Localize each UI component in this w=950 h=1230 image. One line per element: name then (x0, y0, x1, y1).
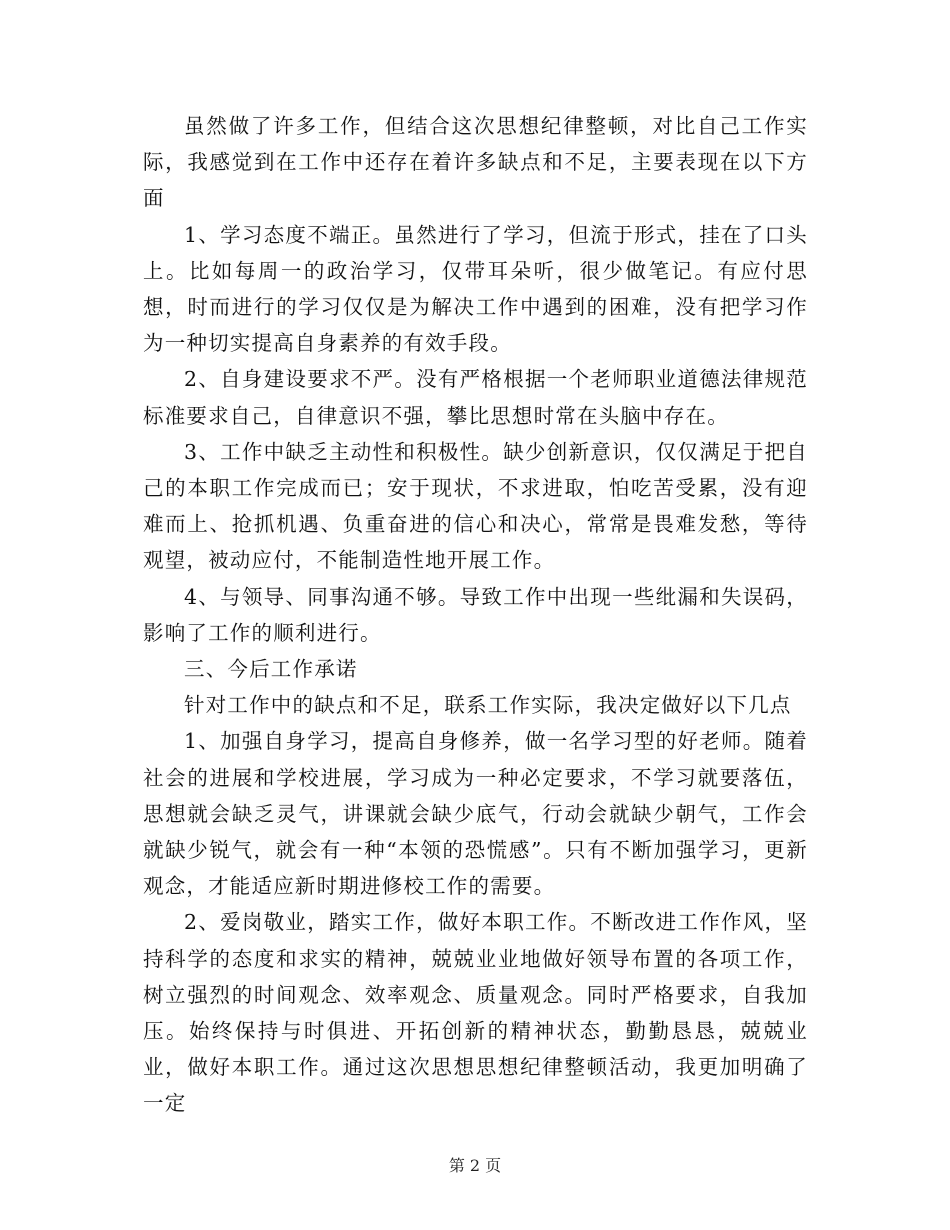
paragraph-commitment-1: 1、加强自身学习，提高自身修养，做一名学习型的好老师。随着社会的进展和学校进展，学习成为一种必定要求，不学习就要落伍，思想就会缺乏灵气，讲课就会缺少底气，行动会就缺少朝气，工作会就缺少锐气，就会有一种“本领的恐慌感”。只有不断加强学习，更新观念，才能适应新时期进修校工作的需要。 (143, 729, 808, 899)
paragraph-commitment-2: 2、爱岗敬业，踏实工作，做好本职工作。不断改进工作作风，坚持科学的态度和求实的精神，兢兢业业地做好领导布置的各项工作，树立强烈的时间观念、效率观念、质量观念。同时严格要求，自我加压。始终保持与时俱进、开拓创新的精神状态，勤勤恳恳，兢兢业业，做好本职工作。通过这次思想思想纪律整顿活动，我更加明确了一定 (143, 910, 808, 1116)
paragraph-point-3: 3、工作中缺乏主动性和积极性。缺少创新意识，仅仅满足于把自己的本职工作完成而已；安于现状，不求进取，怕吃苦受累，没有迎难而上、抢抓机遇、负重奋进的信心和决心，常常是畏难发愁，等待观望，被动应付，不能制造性地开展工作。 (143, 439, 808, 573)
paragraph-point-1: 1、学习态度不端正。虽然进行了学习，但流于形式，挂在了口头上。比如每周一的政治学习，仅带耳朵听，很少做笔记。有应付思想，时而进行的学习仅仅是为解决工作中遇到的困难，没有把学习作为一种切实提高自身素养的有效手段。 (143, 222, 808, 356)
paragraph-commitment-intro: 针对工作中的缺点和不足，联系工作实际，我决定做好以下几点 (184, 693, 792, 718)
section-heading: 三、今后工作承诺 (184, 657, 358, 682)
paragraph-point-4: 4、与领导、同事沟通不够。导致工作中出现一些纰漏和失误码，影响了工作的顺利进行。 (143, 584, 808, 645)
page-number: 第 2 页 (448, 1156, 502, 1175)
paragraph-point-2: 2、自身建设要求不严。没有严格根据一个老师职业道德法律规范标准要求自己，自律意识不强，攀比思想时常在头脑中存在。 (143, 367, 808, 428)
paragraph-intro: 虽然做了许多工作，但结合这次思想纪律整顿，对比自己工作实际，我感觉到在工作中还存在着许多缺点和不足，主要表现在以下方面 (143, 114, 808, 211)
document-body (143, 108, 808, 1122)
